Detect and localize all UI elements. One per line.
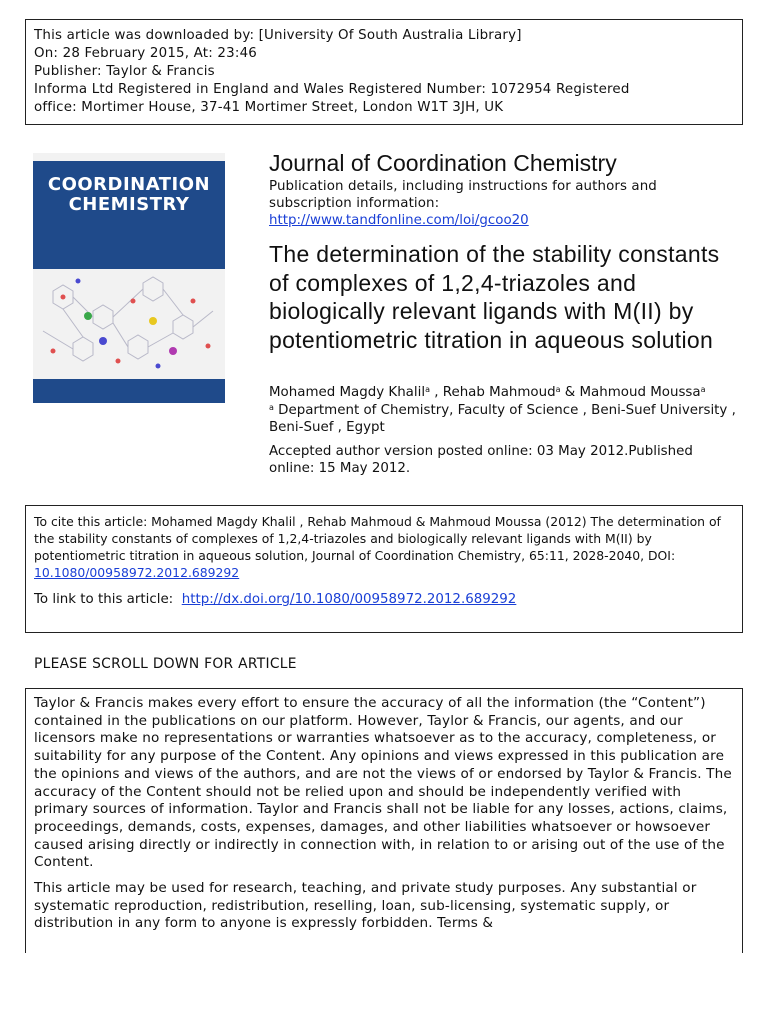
citation-box bbox=[25, 505, 743, 633]
journal-cover-image bbox=[33, 153, 225, 403]
affiliation bbox=[269, 402, 739, 436]
disclaimer-box bbox=[25, 688, 743, 953]
author-name: Mahmoud Moussa bbox=[579, 385, 701, 400]
scroll-down-note: PLEASE SCROLL DOWN FOR ARTICLE bbox=[34, 656, 297, 672]
journal-link[interactable]: http://www.tandfonline.com/loi/gcoo20 bbox=[269, 213, 529, 228]
publication-details: Publication details, including instructions for authors and subscription information: bbox=[269, 179, 657, 211]
article-link-line bbox=[34, 591, 734, 608]
cover-footer-band bbox=[33, 379, 225, 403]
usage-paragraph: This article may be used for research, teaching, and private study purposes. Any substantial or systematic reproduction, redistribution, reselling, loan, sub-licensing, systematic supply, or distribution in any form to anyone is expressly forbidden. Terms & bbox=[34, 880, 697, 932]
citation-body: To cite this article: Mohamed Magdy Khalil , Rehab Mahmoud & Mahmoud Moussa (2012) The determination of the stability constants of complexes of 1,2,4-triazoles and biologically relevant ligands with M(II) by potentiometric titration in aqueous solution, Journal of Coordination Chemistry, 65:11, 2028-2040, DOI: bbox=[34, 514, 721, 563]
download-date-line: On: 28 February 2015, At: 23:46 bbox=[34, 46, 258, 61]
cover-title-line2: CHEMISTRY bbox=[68, 194, 190, 215]
publication-dates: Accepted author version posted online: 03 May 2012.Published online: 15 May 2012. bbox=[269, 444, 693, 476]
cover-title-line1: COORDINATION bbox=[47, 174, 211, 195]
author-name: Rehab Mahmoud bbox=[442, 385, 556, 400]
office-line: office: Mortimer House, 37-41 Mortimer Street, London W1T 3JH, UK bbox=[34, 100, 504, 115]
affiliation-marker: a bbox=[555, 385, 561, 394]
author-name: Mohamed Magdy Khalil bbox=[269, 385, 426, 400]
registration-line: Informa Ltd Registered in England and Wales Registered Number: 1072954 Registered bbox=[34, 82, 630, 97]
author-separator: & bbox=[560, 385, 580, 400]
doi-link[interactable]: 10.1080/00958972.2012.689292 bbox=[34, 565, 240, 580]
affiliation-marker: a bbox=[700, 385, 706, 394]
article-link[interactable]: http://dx.doi.org/10.1080/00958972.2012.689292 bbox=[181, 592, 517, 607]
download-notice-line: This article was downloaded by: [University Of South Australia Library] bbox=[34, 28, 522, 43]
citation-text bbox=[34, 513, 734, 581]
disclaimer-paragraph: Taylor & Francis makes every effort to ensure the accuracy of all the information (the “Content”) contained in the publications on our platform. However, Taylor & Francis, our agents, and our licensors make no representations or warranties whatsoever as to the accuracy, completeness, or suitability for any purpose of the Content. Any opinions and views expressed in this publication are the opinions and views of the authors, and are not the views of or endorsed by Taylor & Francis. The accuracy of the Content should not be relied upon and should be independently verified with primary sources of information. Taylor and Francis shall not be liable for any losses, actions, claims, proceedings, demands, costs, expenses, damages, and other liabilities whatsoever or howsoever caused arising directly or indirectly in connection with, in relation to or arising out of the use of the Content. bbox=[34, 695, 732, 871]
publisher-line: Publisher: Taylor & Francis bbox=[34, 64, 215, 79]
affiliation-marker: a bbox=[425, 385, 430, 394]
download-notice-box bbox=[25, 19, 743, 125]
journal-title: Journal of Coordination Chemistry bbox=[269, 150, 617, 176]
author-separator: , bbox=[429, 385, 443, 400]
article-title: The determination of the stability constants of complexes of 1,2,4-triazoles and biologically relevant ligands with M(II) by potentiometric titration in aqueous solution bbox=[269, 241, 720, 353]
affiliation-text: Department of Chemistry, Faculty of Science , Beni-Suef University , Beni-Suef , Egypt bbox=[269, 403, 736, 435]
molecule-illustration bbox=[33, 271, 225, 379]
article-link-label: To link to this article: bbox=[34, 592, 174, 607]
authors-line bbox=[269, 384, 706, 401]
affiliation-marker: a bbox=[269, 403, 274, 412]
